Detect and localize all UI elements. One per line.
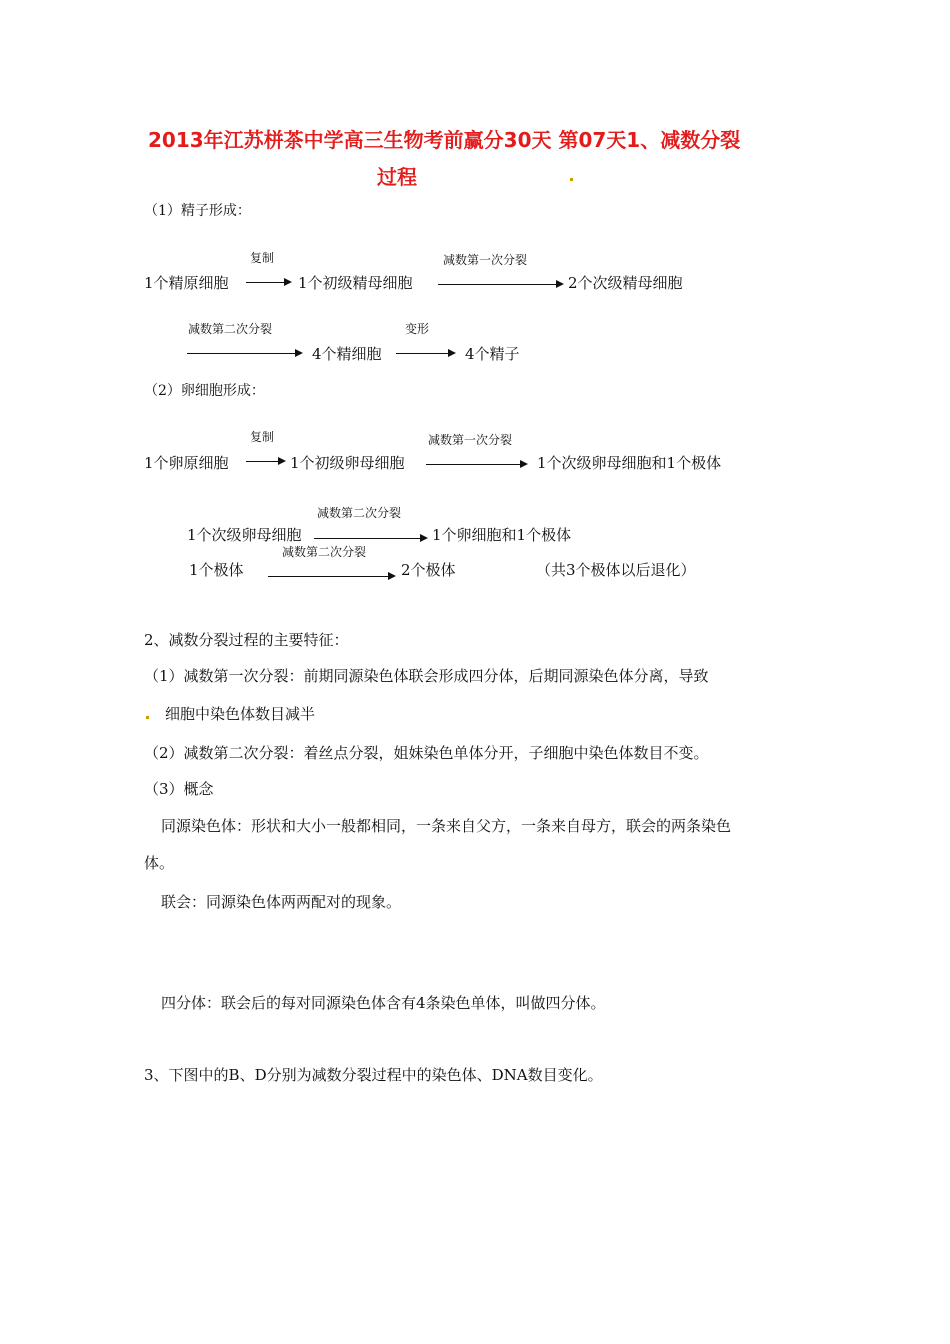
egg-row1-arrow1 [246, 461, 284, 462]
sperm-row1-arrow2-label: 减数第一次分裂 [443, 253, 528, 267]
page-title-line1: 2013年江苏栟茶中学高三生物考前赢分30天 第07天1、减数分裂 [148, 128, 741, 152]
marker-dot-2 [146, 716, 149, 719]
homolog-definition-line1: 同源染色体：形状和大小一般都相同，一条来自父方，一条来自母方，联会的两条染色 [161, 817, 732, 835]
features-p2: （2）减数第二次分裂：着丝点分裂，姐妹染色单体分开，子细胞中染色体数目不变。 [144, 744, 709, 762]
egg-row2-arrow [314, 538, 426, 539]
sperm-row2-mid: 4个精细胞 [312, 345, 382, 363]
egg-row1-start: 1个卵原细胞 [144, 454, 229, 472]
sperm-row2-arrow2 [396, 353, 454, 354]
egg-row2-end: 1个卵细胞和1个极体 [432, 526, 572, 544]
features-heading: 2、减数分裂过程的主要特征： [144, 631, 349, 649]
egg-row2-start: 1个次级卵母细胞 [187, 526, 302, 544]
homolog-definition-line2: 体。 [144, 854, 175, 872]
sperm-row1-start: 1个精原细胞 [144, 274, 229, 292]
egg-row3-start: 1个极体 [189, 561, 244, 579]
sperm-row1-mid: 1个初级精母细胞 [298, 274, 413, 292]
sperm-row1-arrow1 [246, 282, 290, 283]
sperm-row1-end: 2个次级精母细胞 [568, 274, 683, 292]
sperm-row1-arrow1-label: 复制 [250, 251, 275, 265]
sperm-row2-end: 4个精子 [465, 345, 520, 363]
egg-row1-arrow2-label: 减数第一次分裂 [428, 433, 513, 447]
egg-row1-arrow1-label: 复制 [250, 430, 275, 444]
egg-row3-note: （共3个极体以后退化） [536, 561, 696, 579]
egg-row3-end: 2个极体 [401, 561, 456, 579]
features-p1-line1: （1）减数第一次分裂：前期同源染色体联会形成四分体，后期同源染色体分离，导致 [144, 667, 709, 685]
section3-text: 3、下图中的B、D分别为减数分裂过程中的染色体、DNA数目变化。 [144, 1066, 603, 1084]
sperm-row2-arrow1-label: 减数第二次分裂 [188, 322, 273, 336]
features-p1-line2: 细胞中染色体数目减半 [165, 705, 316, 723]
egg-row1-end: 1个次级卵母细胞和1个极体 [537, 454, 722, 472]
page-title-line2: 过程 [377, 165, 417, 189]
tetrad-definition: 四分体：联会后的每对同源染色体含有4条染色单体，叫做四分体。 [161, 994, 606, 1012]
sperm-row1-arrow2 [438, 284, 562, 285]
egg-row3-arrow [268, 576, 394, 577]
egg-row3-arrow-label: 减数第二次分裂 [282, 545, 367, 559]
egg-row1-arrow2 [426, 464, 526, 465]
sperm-heading: （1）精子形成： [144, 203, 251, 219]
sperm-row2-arrow1 [187, 353, 301, 354]
sperm-row2-arrow2-label: 变形 [405, 322, 430, 336]
egg-heading: （2）卵细胞形成： [144, 383, 265, 399]
egg-row1-mid: 1个初级卵母细胞 [290, 454, 405, 472]
marker-dot [570, 178, 573, 181]
synapsis-definition: 联会：同源染色体两两配对的现象。 [161, 893, 402, 911]
egg-row2-arrow-label: 减数第二次分裂 [317, 506, 402, 520]
features-p3: （3）概念 [144, 780, 214, 798]
